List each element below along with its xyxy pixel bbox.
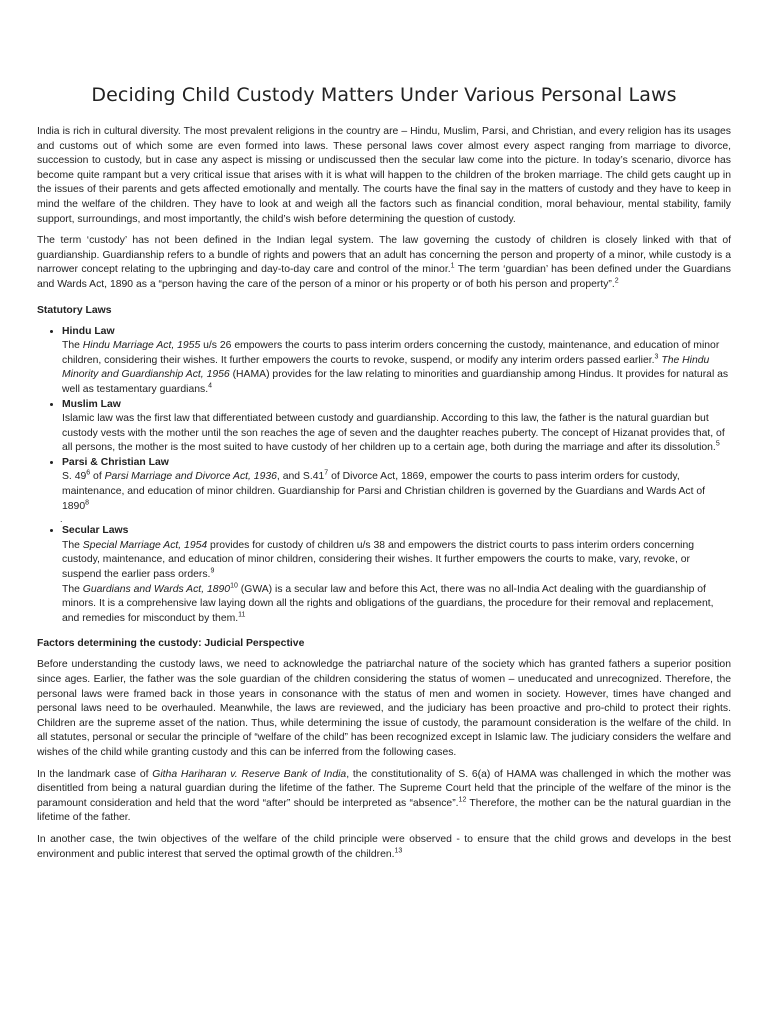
footnote-ref-1[interactable]: 1 xyxy=(450,262,455,270)
factors-paragraph-3: In another case, the twin objectives of the welfare of the child principle were observed - to ensure that the child grows and develops in the best environment and public interest that served the optimal growth of the children.$^{13}$ xyxy=(37,833,731,860)
stray-period: . xyxy=(60,514,63,525)
factors-paragraph-1: Before understanding the custody laws, we need to acknowledge the patriarchal nature of the society which has granted fathers a superior position since ages. Earlier, the father was the sole guardian of the children considering the status of women – uneducated and unrecognized. Therefore, the personal laws were framed back in those years in consonance with the status of men and women in society. However, times have changed and personal laws need to be overhauled. Meanwhile, the laws are reviewed, and the judiciary has been proactive and pro-child to protect their rights. Children are the supreme asset of the nation. Thus, while determining the issue of custody, the paramount consideration is the welfare of the child. In all statutes, personal or secular the principle of “welfare of the child” has been recognized except in Islamic law. The judiciary considers the welfare and wishes of the child while granting custody and this can be inferred from the following cases. xyxy=(37,659,731,758)
footnote-ref-13[interactable]: 13 xyxy=(394,847,403,855)
factors-heading: Factors determining the custody: Judicial Perspective xyxy=(37,638,305,650)
secular-laws-body-1: The Special Marriage Act, 1954 provides for custody of children u/s 38 and empowers the district courts to pass interim orders concerning custody, maintenance, and education of minor children, considering their wishes. It further empowers the courts to make, vary, revoke, or suspend the earlier pass orders.$^9$ xyxy=(62,539,695,581)
parsi-christian-law-body: S. $49^6$ of Parsi Marriage and Divorce Act, 1936, and $S.41^7$ of Divorce Act, 1869, empower the courts to pass interim orders for custody, maintenance, and education of minor children. Guardianship for Parsi and Christian children is governed by the Guardians and Wards Act of 1890$^8$ xyxy=(62,470,706,512)
muslim-law-title: • Muslim Law xyxy=(62,398,121,410)
footnote-ref-9[interactable]: 9 xyxy=(210,567,215,575)
footnote-ref-2[interactable]: 2 xyxy=(614,277,619,285)
hindu-law-title: • Hindu Law xyxy=(62,325,115,337)
parsi-christian-law-title: • Parsi & Christian Law xyxy=(62,456,169,468)
statutory-laws-list xyxy=(37,325,731,627)
list-item-hindu-law xyxy=(62,325,731,398)
list-item-parsi-christian-law xyxy=(62,456,731,524)
intro-paragraph-1: India is rich in cultural diversity. The most prevalent religions in the country are – Hindu, Muslim, Parsi, and Christian, and every religion has its usages and customs out of which some are even formed into laws. These personal laws cover almost every aspect ranging from marriage to divorce, succession to custody, but in case any aspect is missing or undiscussed then the secular law come into the picture. In today’s scenario, divorce has become quite rampant but a very critical issue that arises with it is what will happen to the children of the broken marriage. The child gets caught up in the issues of their parents and gets affected emotionally and mentally. The courts have the final say in the matters of custody and they have to keep in mind the welfare of the children. They have to look at and weigh all the factors such as financial condition, moral behaviour, mental stability, family support, surroundings, and most importantly, the child’s wish before determining the question of custody. xyxy=(37,126,731,225)
footnote-ref-5[interactable]: 5 xyxy=(715,440,720,448)
intro-paragraph-2: The term ‘custody’ has not been defined in the Indian legal system. The law governing the custody of children is closely linked with that of guardianship. Guardianship refers to a bundle of rights and powers that an adult has concerning the person and property of a minor, while custody is a narrower concept relating to the upbringing and day-to-day care and control of the minor.$^1$ The term ‘guardian’ has been defined under the Guardians and Wards Act, 1890 as a “person having the care of the person of a minor or his property or of both his person and property”.$^2$ xyxy=(37,235,731,290)
case-name: Githa Hariharan v. Reserve Bank of India xyxy=(152,768,347,780)
list-item-muslim-law xyxy=(62,398,731,456)
secular-laws-title: • Secular Laws xyxy=(62,525,129,537)
footnote-ref-3[interactable]: 3 xyxy=(654,353,659,361)
factors-paragraph-2: In the landmark case of Githa Hariharan v. Reserve Bank of India, the constitutionality of S. 6(a) of HAMA was challenged in which the mother was disentitled from being a natural guardian during the lifetime of the father. The Supreme Court held that the principle of the welfare of the minor is the paramount consideration and held that the word “after” should be interpreted as “absence”.$^{12}$ Therefore, the mother can be the natural guardian in the lifetime of the father. xyxy=(37,768,732,824)
footnote-ref-10[interactable]: 10 xyxy=(230,582,238,590)
hindu-law-body: The Hindu Marriage Act, 1955 u/s 26 empowers the courts to pass interim orders concerning the custody, maintenance, and education of minor children, considering their wishes. It further empowers the courts to revoke, suspend, or modify any interim orders passed earlier.$^3$ The Hindu Minority and Guardianship Act, 1956 (HAMA) provides for the law relating to minorities and guardianship among Hindus. It provides for natural as well as testamentary guardians.$^4$ xyxy=(62,340,729,395)
footnote-ref-12[interactable]: 12 xyxy=(458,796,467,804)
footnote-ref-7[interactable]: 7 xyxy=(324,470,329,477)
footnote-ref-4[interactable]: 4 xyxy=(208,382,213,390)
footnote-ref-8[interactable]: 8 xyxy=(85,499,90,507)
list-item-secular-laws xyxy=(62,524,731,626)
footnote-ref-6[interactable]: 6 xyxy=(86,470,91,477)
statutory-laws-heading: Statutory Laws xyxy=(37,304,112,316)
page-title: Deciding Child Custody Matters Under Various Personal Laws xyxy=(91,84,677,106)
secular-laws-body-2: The Guardians and Wards Act, 1890$^{10}$ (GWA) is a secular law and before this Act, there was no all-India Act dealing with the guardianship of minors. It is a comprehensive law laying down all the rights and obligations of the guardians, the procedure for their removal and replacement, and remedies for misconduct by them.$^{11}$ xyxy=(62,582,714,624)
muslim-law-body: Islamic law was the first law that differentiated between custody and guardianship. According to this law, the father is the natural guardian but custody vests with the mother until the son reaches the age of seven and the daughter reaches puberty. The concept of Hizanat provides that, of all persons, the mother is the most suited to have custody of her children up to a certain age, both during the marriage and after its dissolution.$^5$ xyxy=(62,413,725,454)
footnote-ref-11[interactable]: 11 xyxy=(238,611,246,619)
